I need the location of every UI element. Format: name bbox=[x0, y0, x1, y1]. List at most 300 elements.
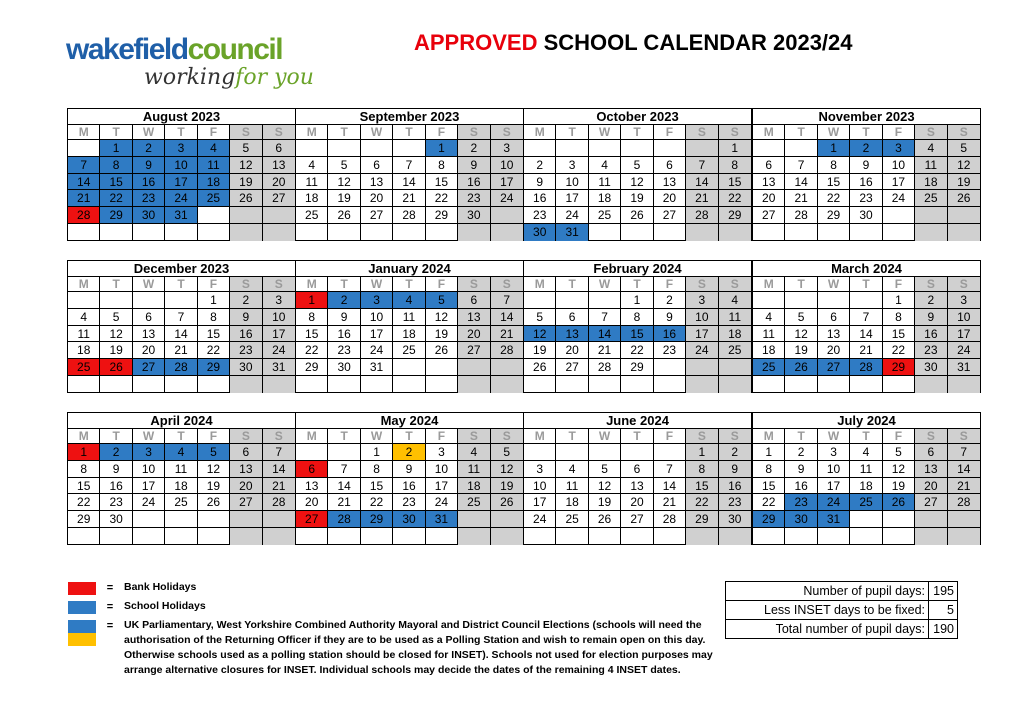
day-cell: 4 bbox=[68, 309, 100, 326]
empty-day-cell bbox=[621, 376, 653, 393]
day-cell: 16 bbox=[524, 190, 556, 207]
day-cell: 26 bbox=[948, 190, 980, 207]
empty-day-cell bbox=[850, 292, 882, 309]
weekday-header: T bbox=[556, 429, 588, 444]
day-cell: 19 bbox=[230, 174, 262, 191]
day-cell: 31 bbox=[263, 359, 295, 376]
empty-day-cell bbox=[491, 207, 523, 224]
day-cell: 6 bbox=[753, 157, 785, 174]
day-cell: 25 bbox=[556, 511, 588, 528]
day-cell: 21 bbox=[263, 478, 295, 495]
day-cell: 27 bbox=[230, 494, 262, 511]
day-cell: 8 bbox=[68, 461, 100, 478]
day-cell: 15 bbox=[68, 478, 100, 495]
day-cell: 18 bbox=[915, 174, 947, 191]
empty-day-cell bbox=[198, 207, 230, 224]
day-cell: 30 bbox=[915, 359, 947, 376]
legend-bank-label: Bank Holidays bbox=[124, 581, 197, 593]
day-cell: 21 bbox=[589, 342, 621, 359]
empty-day-cell bbox=[524, 444, 556, 461]
day-cell: 8 bbox=[883, 309, 915, 326]
weekday-header: W bbox=[361, 125, 393, 140]
weekday-header: T bbox=[850, 125, 882, 140]
logo-brand-part2: council bbox=[187, 33, 283, 66]
empty-day-cell bbox=[686, 528, 718, 545]
day-cell: 13 bbox=[915, 461, 947, 478]
day-cell: 23 bbox=[458, 190, 490, 207]
weekday-header: T bbox=[785, 125, 817, 140]
day-cell: 25 bbox=[165, 494, 197, 511]
empty-day-cell bbox=[753, 528, 785, 545]
empty-day-cell bbox=[165, 224, 197, 241]
day-cell: 11 bbox=[589, 174, 621, 191]
day-cell: 2 bbox=[133, 140, 165, 157]
day-cell: 1 bbox=[719, 140, 751, 157]
day-cell: 20 bbox=[818, 342, 850, 359]
day-cell: 11 bbox=[393, 309, 425, 326]
logo-tagline-part2: for you bbox=[235, 65, 314, 90]
day-cell: 6 bbox=[621, 461, 653, 478]
empty-day-cell bbox=[556, 292, 588, 309]
day-cell: 30 bbox=[328, 359, 360, 376]
empty-day-cell bbox=[230, 224, 262, 241]
day-cell: 4 bbox=[850, 444, 882, 461]
weekday-header: F bbox=[426, 429, 458, 444]
day-cell: 16 bbox=[850, 174, 882, 191]
weekday-header: T bbox=[393, 429, 425, 444]
legend-election-label: UK Parliamentary, West Yorkshire Combined Authority Mayoral and District Council Elections (schools will need the authorisation of the Returning Officer if they are to be used as a Polling Station and wish to remain open on this day. Otherwise schools used as a polling station should be closed for INSET). Schools not used for election purposes may arrange alternative closures for INSET. Individual schools may decide the dates of the remaining 4 INSET dates. bbox=[124, 619, 713, 676]
weekday-header: F bbox=[654, 277, 686, 292]
day-cell: 5 bbox=[198, 444, 230, 461]
empty-day-cell bbox=[556, 444, 588, 461]
day-cell: 21 bbox=[328, 494, 360, 511]
day-cell: 21 bbox=[393, 190, 425, 207]
day-cell: 12 bbox=[230, 157, 262, 174]
empty-day-cell bbox=[850, 511, 882, 528]
logo-tagline-part1: working bbox=[144, 65, 236, 90]
day-cell: 9 bbox=[393, 461, 425, 478]
empty-day-cell bbox=[818, 376, 850, 393]
day-cell: 14 bbox=[850, 326, 882, 343]
day-cell: 22 bbox=[361, 494, 393, 511]
weekday-header: W bbox=[361, 277, 393, 292]
empty-day-cell bbox=[785, 376, 817, 393]
weekday-header: T bbox=[556, 277, 588, 292]
empty-day-cell bbox=[753, 224, 785, 241]
day-cell: 14 bbox=[393, 174, 425, 191]
day-cell: 20 bbox=[263, 174, 295, 191]
empty-day-cell bbox=[198, 511, 230, 528]
day-cell: 4 bbox=[556, 461, 588, 478]
day-cell: 6 bbox=[133, 309, 165, 326]
day-cell: 26 bbox=[426, 342, 458, 359]
weekday-header: M bbox=[296, 277, 328, 292]
day-cell: 24 bbox=[883, 190, 915, 207]
empty-day-cell bbox=[230, 528, 262, 545]
weekday-header: M bbox=[68, 277, 100, 292]
day-cell: 11 bbox=[753, 326, 785, 343]
empty-day-cell bbox=[883, 376, 915, 393]
day-cell: 29 bbox=[686, 511, 718, 528]
day-cell: 5 bbox=[100, 309, 132, 326]
empty-day-cell bbox=[100, 376, 132, 393]
day-cell: 22 bbox=[719, 190, 751, 207]
day-cell: 22 bbox=[818, 190, 850, 207]
day-cell: 24 bbox=[133, 494, 165, 511]
day-cell: 14 bbox=[785, 174, 817, 191]
day-cell: 22 bbox=[296, 342, 328, 359]
empty-day-cell bbox=[850, 376, 882, 393]
day-cell: 11 bbox=[850, 461, 882, 478]
empty-day-cell bbox=[719, 224, 751, 241]
summary-row bbox=[726, 601, 958, 620]
month-title: July 2024 bbox=[753, 413, 980, 429]
day-cell: 31 bbox=[556, 224, 588, 241]
empty-day-cell bbox=[328, 376, 360, 393]
day-cell: 24 bbox=[818, 494, 850, 511]
day-cell: 7 bbox=[948, 444, 980, 461]
weekday-header: S bbox=[915, 125, 947, 140]
day-cell: 13 bbox=[263, 157, 295, 174]
day-cell: 25 bbox=[68, 359, 100, 376]
day-cell: 19 bbox=[198, 478, 230, 495]
empty-day-cell bbox=[198, 528, 230, 545]
day-cell: 13 bbox=[296, 478, 328, 495]
day-cell: 19 bbox=[491, 478, 523, 495]
day-cell: 27 bbox=[654, 207, 686, 224]
empty-day-cell bbox=[589, 444, 621, 461]
day-cell: 27 bbox=[263, 190, 295, 207]
day-cell: 16 bbox=[393, 478, 425, 495]
weekday-header: S bbox=[948, 277, 980, 292]
empty-day-cell bbox=[589, 528, 621, 545]
empty-day-cell bbox=[458, 528, 490, 545]
day-cell: 29 bbox=[198, 359, 230, 376]
empty-day-cell bbox=[785, 140, 817, 157]
weekday-header: W bbox=[589, 429, 621, 444]
day-cell: 3 bbox=[361, 292, 393, 309]
day-cell: 3 bbox=[686, 292, 718, 309]
day-cell: 16 bbox=[230, 326, 262, 343]
page-title bbox=[414, 30, 853, 56]
day-cell: 24 bbox=[361, 342, 393, 359]
day-cell: 14 bbox=[948, 461, 980, 478]
day-cell: 19 bbox=[621, 190, 653, 207]
empty-day-cell bbox=[165, 376, 197, 393]
day-cell: 30 bbox=[230, 359, 262, 376]
day-cell: 10 bbox=[686, 309, 718, 326]
summary-value: 190 bbox=[929, 620, 958, 639]
day-cell: 23 bbox=[915, 342, 947, 359]
day-cell: 16 bbox=[654, 326, 686, 343]
weekday-header: F bbox=[883, 125, 915, 140]
weekday-header: F bbox=[883, 277, 915, 292]
empty-day-cell bbox=[393, 376, 425, 393]
day-cell: 7 bbox=[68, 157, 100, 174]
empty-day-cell bbox=[458, 224, 490, 241]
empty-day-cell bbox=[263, 224, 295, 241]
empty-day-cell bbox=[165, 292, 197, 309]
summary-value: 195 bbox=[929, 582, 958, 601]
empty-day-cell bbox=[621, 140, 653, 157]
empty-day-cell bbox=[393, 140, 425, 157]
empty-day-cell bbox=[458, 511, 490, 528]
weekday-header: S bbox=[263, 125, 295, 140]
day-cell: 22 bbox=[621, 342, 653, 359]
day-cell: 26 bbox=[524, 359, 556, 376]
day-cell: 20 bbox=[133, 342, 165, 359]
day-cell: 21 bbox=[654, 494, 686, 511]
day-cell: 28 bbox=[686, 207, 718, 224]
day-cell: 10 bbox=[948, 309, 980, 326]
day-cell: 30 bbox=[133, 207, 165, 224]
weekday-header: S bbox=[230, 277, 262, 292]
day-cell: 3 bbox=[263, 292, 295, 309]
empty-day-cell bbox=[785, 224, 817, 241]
day-cell: 29 bbox=[883, 359, 915, 376]
day-cell: 25 bbox=[915, 190, 947, 207]
day-cell: 2 bbox=[100, 444, 132, 461]
day-cell: 17 bbox=[491, 174, 523, 191]
day-cell: 9 bbox=[100, 461, 132, 478]
day-cell: 12 bbox=[426, 309, 458, 326]
day-cell: 16 bbox=[328, 326, 360, 343]
day-cell: 5 bbox=[230, 140, 262, 157]
weekday-header: T bbox=[100, 125, 132, 140]
day-cell: 20 bbox=[915, 478, 947, 495]
day-cell: 17 bbox=[263, 326, 295, 343]
empty-day-cell bbox=[556, 140, 588, 157]
summary-row bbox=[726, 620, 958, 639]
day-cell: 1 bbox=[426, 140, 458, 157]
empty-day-cell bbox=[68, 376, 100, 393]
day-cell: 23 bbox=[785, 494, 817, 511]
day-cell: 18 bbox=[719, 326, 751, 343]
empty-day-cell bbox=[198, 224, 230, 241]
empty-day-cell bbox=[524, 140, 556, 157]
empty-day-cell bbox=[328, 140, 360, 157]
day-cell: 2 bbox=[785, 444, 817, 461]
day-cell: 1 bbox=[100, 140, 132, 157]
day-cell: 5 bbox=[883, 444, 915, 461]
day-cell: 20 bbox=[230, 478, 262, 495]
weekday-header: T bbox=[785, 277, 817, 292]
day-cell: 10 bbox=[883, 157, 915, 174]
day-cell: 9 bbox=[328, 309, 360, 326]
empty-day-cell bbox=[263, 511, 295, 528]
month-calendar bbox=[523, 108, 752, 241]
day-cell: 7 bbox=[328, 461, 360, 478]
day-cell: 3 bbox=[883, 140, 915, 157]
day-cell: 30 bbox=[458, 207, 490, 224]
day-cell: 16 bbox=[100, 478, 132, 495]
weekday-header: M bbox=[753, 125, 785, 140]
weekday-header: F bbox=[198, 125, 230, 140]
empty-day-cell bbox=[621, 528, 653, 545]
empty-day-cell bbox=[883, 207, 915, 224]
month-title: December 2023 bbox=[68, 261, 295, 277]
day-cell: 5 bbox=[426, 292, 458, 309]
day-cell: 15 bbox=[719, 174, 751, 191]
day-cell: 2 bbox=[393, 444, 425, 461]
day-cell: 7 bbox=[491, 292, 523, 309]
day-cell: 23 bbox=[133, 190, 165, 207]
day-cell: 17 bbox=[426, 478, 458, 495]
empty-day-cell bbox=[556, 376, 588, 393]
day-cell: 8 bbox=[426, 157, 458, 174]
day-cell: 17 bbox=[948, 326, 980, 343]
empty-day-cell bbox=[654, 528, 686, 545]
day-cell: 29 bbox=[100, 207, 132, 224]
day-cell: 18 bbox=[68, 342, 100, 359]
day-cell: 12 bbox=[621, 174, 653, 191]
day-cell: 4 bbox=[393, 292, 425, 309]
day-cell: 15 bbox=[883, 326, 915, 343]
empty-day-cell bbox=[589, 224, 621, 241]
empty-day-cell bbox=[296, 224, 328, 241]
weekday-header: S bbox=[686, 125, 718, 140]
empty-day-cell bbox=[915, 376, 947, 393]
day-cell: 15 bbox=[686, 478, 718, 495]
weekday-header: T bbox=[165, 429, 197, 444]
empty-day-cell bbox=[68, 528, 100, 545]
day-cell: 24 bbox=[263, 342, 295, 359]
day-cell: 24 bbox=[556, 207, 588, 224]
day-cell: 1 bbox=[68, 444, 100, 461]
day-cell: 1 bbox=[686, 444, 718, 461]
day-cell: 12 bbox=[328, 174, 360, 191]
empty-day-cell bbox=[850, 528, 882, 545]
day-cell: 8 bbox=[296, 309, 328, 326]
weekday-header: W bbox=[133, 125, 165, 140]
empty-day-cell bbox=[100, 292, 132, 309]
day-cell: 17 bbox=[883, 174, 915, 191]
empty-day-cell bbox=[491, 359, 523, 376]
legend-equals: = bbox=[106, 582, 114, 594]
day-cell: 25 bbox=[589, 207, 621, 224]
day-cell: 27 bbox=[915, 494, 947, 511]
weekday-header: T bbox=[393, 277, 425, 292]
day-cell: 19 bbox=[524, 342, 556, 359]
empty-day-cell bbox=[426, 224, 458, 241]
weekday-header: S bbox=[948, 429, 980, 444]
day-cell: 3 bbox=[948, 292, 980, 309]
day-cell: 20 bbox=[296, 494, 328, 511]
empty-day-cell bbox=[491, 376, 523, 393]
weekday-header: T bbox=[850, 277, 882, 292]
empty-day-cell bbox=[361, 528, 393, 545]
day-cell: 18 bbox=[198, 174, 230, 191]
day-cell: 24 bbox=[491, 190, 523, 207]
day-cell: 29 bbox=[719, 207, 751, 224]
empty-day-cell bbox=[524, 376, 556, 393]
title-rest: SCHOOL CALENDAR 2023/24 bbox=[543, 30, 853, 55]
day-cell: 2 bbox=[850, 140, 882, 157]
weekday-header: F bbox=[198, 429, 230, 444]
day-cell: 18 bbox=[589, 190, 621, 207]
council-logo bbox=[66, 33, 314, 104]
weekday-header: S bbox=[948, 125, 980, 140]
day-cell: 26 bbox=[230, 190, 262, 207]
weekday-header: T bbox=[328, 429, 360, 444]
day-cell: 17 bbox=[818, 478, 850, 495]
empty-day-cell bbox=[785, 528, 817, 545]
month-title: January 2024 bbox=[296, 261, 523, 277]
day-cell: 30 bbox=[785, 511, 817, 528]
day-cell: 27 bbox=[133, 359, 165, 376]
day-cell: 15 bbox=[361, 478, 393, 495]
day-cell: 14 bbox=[491, 309, 523, 326]
weekday-header: M bbox=[524, 277, 556, 292]
empty-day-cell bbox=[393, 359, 425, 376]
day-cell: 3 bbox=[491, 140, 523, 157]
day-cell: 16 bbox=[915, 326, 947, 343]
day-cell: 27 bbox=[818, 359, 850, 376]
day-cell: 11 bbox=[915, 157, 947, 174]
empty-day-cell bbox=[686, 376, 718, 393]
weekday-header: S bbox=[686, 277, 718, 292]
month-title: March 2024 bbox=[753, 261, 980, 277]
legend-school-holidays bbox=[68, 599, 728, 616]
day-cell: 22 bbox=[198, 342, 230, 359]
day-cell: 11 bbox=[556, 478, 588, 495]
day-cell: 29 bbox=[361, 511, 393, 528]
logo-brand bbox=[66, 33, 283, 66]
day-cell: 20 bbox=[361, 190, 393, 207]
day-cell: 3 bbox=[556, 157, 588, 174]
day-cell: 28 bbox=[589, 359, 621, 376]
empty-day-cell bbox=[133, 224, 165, 241]
weekday-header: T bbox=[556, 125, 588, 140]
month-calendar bbox=[523, 260, 752, 393]
day-cell: 29 bbox=[426, 207, 458, 224]
empty-day-cell bbox=[68, 140, 100, 157]
empty-day-cell bbox=[328, 444, 360, 461]
weekday-header: T bbox=[621, 429, 653, 444]
empty-day-cell bbox=[491, 511, 523, 528]
day-cell: 6 bbox=[263, 140, 295, 157]
empty-day-cell bbox=[328, 224, 360, 241]
day-cell: 30 bbox=[850, 207, 882, 224]
day-cell: 28 bbox=[491, 342, 523, 359]
day-cell: 1 bbox=[198, 292, 230, 309]
day-cell: 18 bbox=[556, 494, 588, 511]
empty-day-cell bbox=[654, 444, 686, 461]
day-cell: 16 bbox=[458, 174, 490, 191]
weekday-header: W bbox=[589, 277, 621, 292]
day-cell: 19 bbox=[785, 342, 817, 359]
day-cell: 28 bbox=[165, 359, 197, 376]
empty-day-cell bbox=[753, 140, 785, 157]
day-cell: 18 bbox=[850, 478, 882, 495]
day-cell: 10 bbox=[524, 478, 556, 495]
day-cell: 14 bbox=[654, 478, 686, 495]
day-cell: 8 bbox=[686, 461, 718, 478]
weekday-header: T bbox=[100, 429, 132, 444]
summary-label: Total number of pupil days: bbox=[726, 620, 929, 639]
day-cell: 13 bbox=[556, 326, 588, 343]
day-cell: 11 bbox=[198, 157, 230, 174]
day-cell: 22 bbox=[100, 190, 132, 207]
day-cell: 12 bbox=[491, 461, 523, 478]
day-cell: 3 bbox=[524, 461, 556, 478]
empty-day-cell bbox=[654, 224, 686, 241]
day-cell: 1 bbox=[621, 292, 653, 309]
weekday-header: T bbox=[621, 277, 653, 292]
day-cell: 6 bbox=[915, 444, 947, 461]
day-cell: 11 bbox=[296, 174, 328, 191]
empty-day-cell bbox=[393, 224, 425, 241]
